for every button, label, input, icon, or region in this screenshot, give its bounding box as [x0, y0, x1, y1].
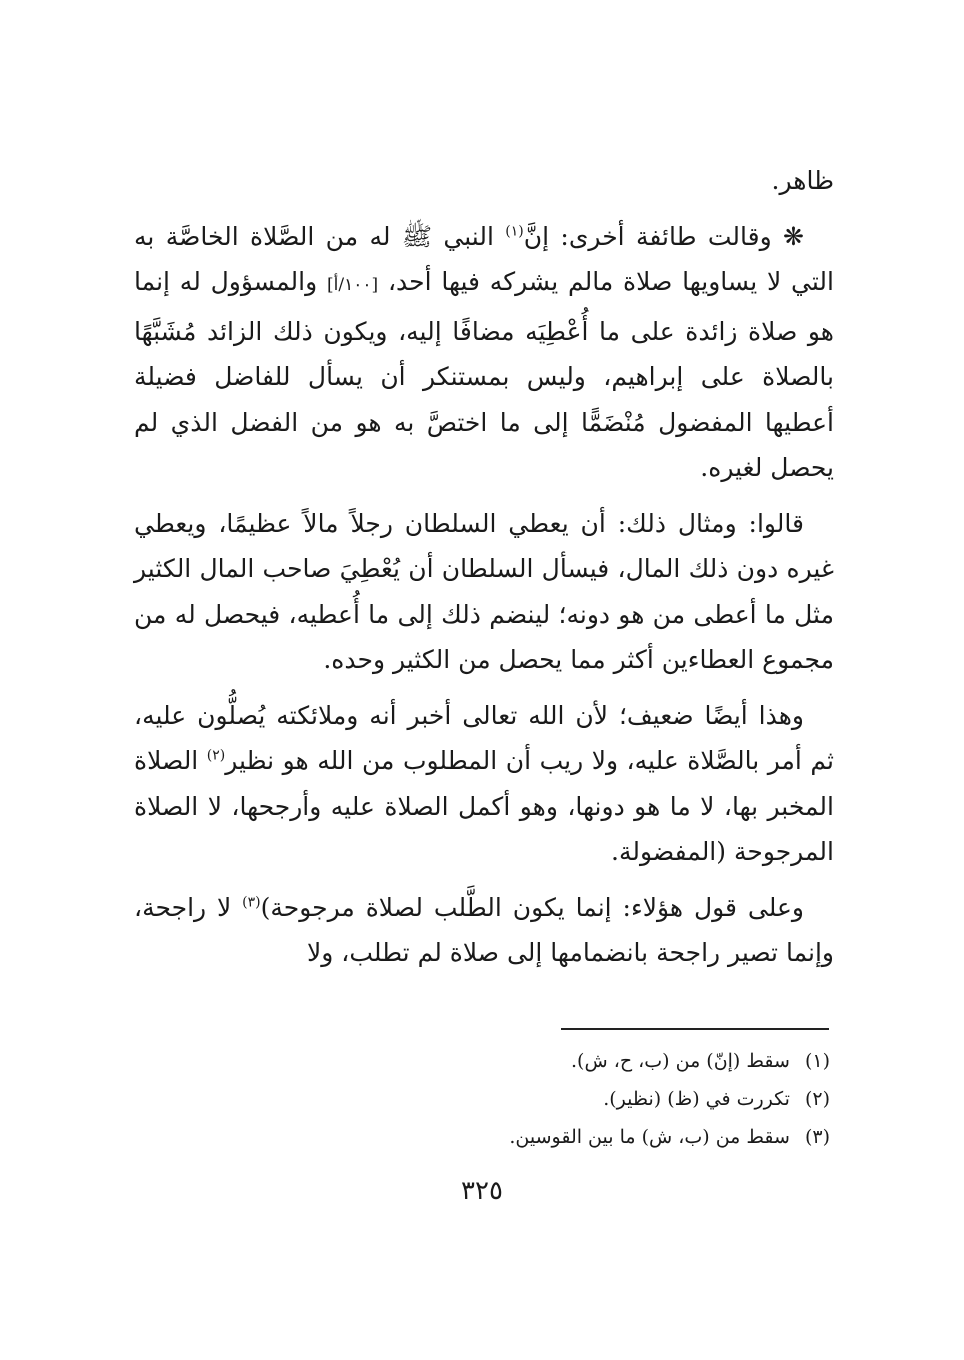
- paragraph-0: ظاهر.: [771, 166, 834, 195]
- footnote-number: (٣): [804, 1126, 830, 1148]
- page-number: ٣٢٥: [461, 1176, 503, 1206]
- folio-marker: [١٠٠/أ]: [326, 275, 379, 295]
- main-text: [134, 158, 834, 986]
- paragraph-3: وهذا أيضًا ضعيف؛ لأن الله تعالى أخبر أنه وملائكته يُصلُّون عليه، ثم أمر بالصَّلاة عليه، ولا ريب أن المطلوب من الله هو نظير$^{(٢)}$ الصلاة المخبر بها، لا ما هو دونها، وهو أكمل الصلاة عليه وأرجحها، لا الصلاة المرجوحة (المفضولة.: [134, 700, 834, 866]
- footnote-1: [300, 1042, 830, 1080]
- paragraph-1: ❋ وقالت طائفة أخرى: إنَّ$^{(١)}$ النبي ﷺ له من الصَّلاة الخاصَّة به التي لا يساويها صلاة مالم يشركه فيها أحد، [١٠٠/أ] والمسؤول له إنما هو صلاة زائدة على ما أُعْطِيَه مضافًا إليه، ويكون ذلك الزائد مُشَبَّهًا بالصلاة على إبراهيم، وليس بمستنكر أن يسأل للفاضل فضيلة أعطيها المفضول مُنْضَمًّا إلى ما اختصَّ به هو من الفضل الذي لم يحصل لغيره.: [134, 221, 834, 482]
- paragraph-4: وعلى قول هؤلاء: إنما يكون الطَّلب لصلاة مرجوحة)$^{(٣)}$ لا راجحة، وإنما تصير راجحة بانضمامها إلى صلاة لم تطلب، ولا: [134, 892, 834, 967]
- footnote-text: سقط (إنّ) من (ب، ح، ش).: [571, 1050, 790, 1072]
- footnote-ref-2[interactable]: (٢): [206, 747, 226, 764]
- footnote-ref-1[interactable]: (١): [505, 223, 524, 240]
- footnote-text: تكررت في (ظ) (نظير).: [603, 1088, 790, 1110]
- footnote-ref-3[interactable]: (٣): [242, 894, 261, 911]
- footnotes: [300, 1042, 830, 1156]
- paragraph-2: قالوا: ومثال ذلك: أن يعطي السلطان رجلاً مالاً عظيمًا، ويعطي غيره دون ذلك المال، فيسأل السلطان أن يُعْطِيَ صاحب المال الكثير مثل ما أعطى من هو دونه؛ لينضم ذلك إلى ما أُعطيه، فيحصل له من مجموع العطاءين أكثر مما يحصل من الكثير وحده.: [134, 508, 834, 674]
- footnote-number: (١): [804, 1050, 830, 1072]
- footnote-divider: [561, 1028, 829, 1030]
- footnote-text: سقط من (ب، ش) ما بين القوسين.: [509, 1126, 790, 1148]
- footnote-number: (٢): [804, 1088, 830, 1110]
- footnote-3: [300, 1118, 830, 1156]
- footnote-2: [300, 1080, 830, 1118]
